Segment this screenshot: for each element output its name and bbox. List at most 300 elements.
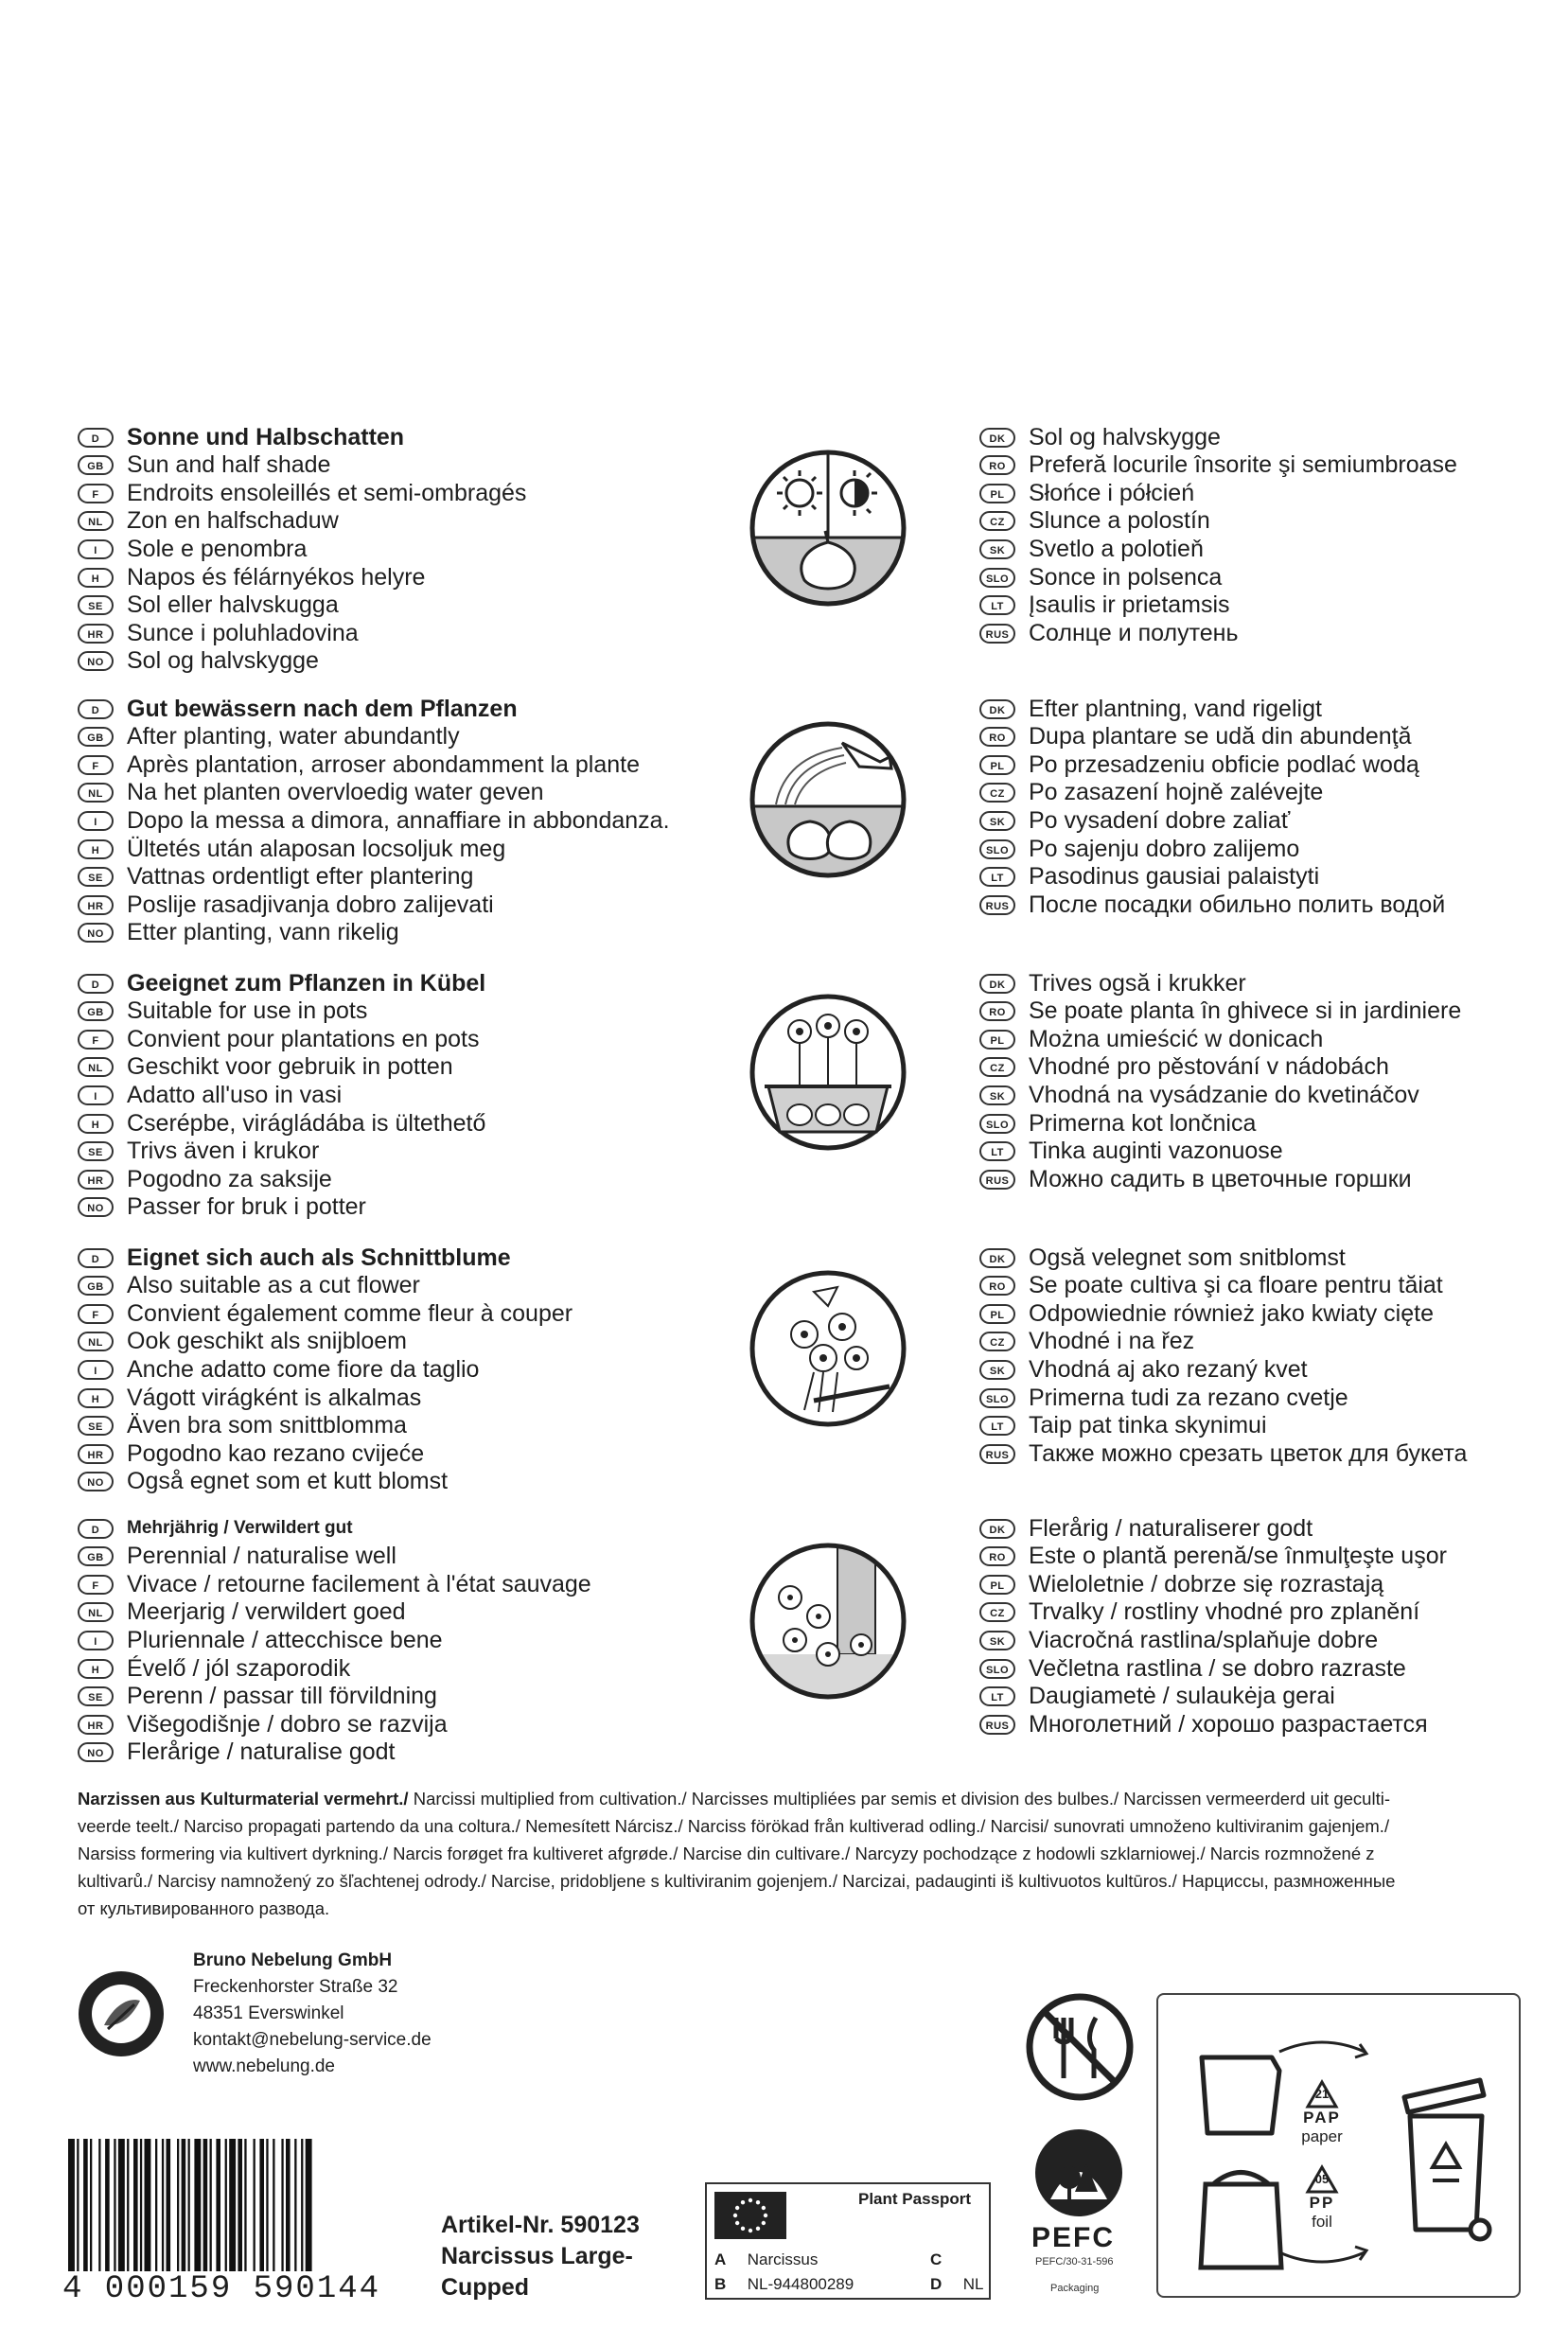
left-row	[78, 863, 473, 891]
language-code-badge: SE	[78, 595, 114, 615]
recycling-bin-icon	[1395, 2069, 1501, 2249]
left-row	[78, 891, 494, 919]
language-code-badge: NO	[78, 1472, 114, 1491]
note-bold: Narzissen aus Kulturmaterial vermehrt./	[78, 1789, 409, 1809]
passport-row-b	[714, 2275, 854, 2294]
language-code-badge: CZ	[979, 1332, 1015, 1351]
language-code-badge: GB	[78, 1001, 114, 1021]
language-code-badge: NL	[78, 783, 114, 803]
foil-label: foil	[1312, 2213, 1332, 2231]
language-code-badge: RUS	[979, 1170, 1015, 1190]
right-row	[979, 969, 1246, 997]
barcode-bar	[225, 2139, 227, 2271]
row-text: Po sajenju dobro zalijemo	[1029, 835, 1300, 862]
row-text: Vhodné i na řez	[1029, 1328, 1195, 1355]
language-code-badge: RO	[979, 1001, 1015, 1021]
language-code-badge: LT	[979, 1141, 1015, 1161]
row-text: Vivace / retourne facilement à l'état sauvage	[127, 1570, 591, 1597]
left-row	[78, 723, 460, 751]
right-row	[979, 891, 1445, 919]
row-text: Daugiametė / sulaukėja gerai	[1029, 1683, 1335, 1710]
row-text: Tinka auginti vazonuose	[1029, 1138, 1283, 1165]
language-code-badge: PL	[979, 1304, 1015, 1324]
barcode-digits: 4 000159 590144	[62, 2271, 381, 2307]
right-row	[979, 1165, 1412, 1193]
left-row	[78, 1244, 511, 1272]
right-row	[979, 1412, 1267, 1440]
row-text: Vattnas ordentligt efter plantering	[127, 863, 474, 891]
right-row	[979, 695, 1322, 723]
row-text: Primerna kot lončnica	[1029, 1109, 1257, 1137]
row-text: Adatto all'uso in vasi	[127, 1081, 343, 1108]
row-text: Flerårige / naturalise godt	[127, 1738, 396, 1766]
language-code-badge: I	[78, 539, 114, 559]
row-text: Perennial / naturalise well	[127, 1543, 396, 1570]
eu-flag-icon	[714, 2192, 786, 2239]
passport-label-c: C	[930, 2250, 943, 2268]
left-row	[78, 1053, 453, 1082]
language-code-badge: SLO	[979, 1659, 1015, 1679]
article-name-2: Cupped	[441, 2274, 530, 2301]
cultivation-note	[78, 1785, 1497, 1922]
left-row	[78, 591, 339, 620]
language-code-badge: SK	[979, 539, 1015, 559]
right-row	[979, 997, 1461, 1026]
left-row	[78, 1570, 591, 1598]
eu-star	[762, 2221, 766, 2225]
row-text: Also suitable as a cut flower	[127, 1272, 420, 1299]
barcode-bar	[259, 2139, 264, 2271]
company-address	[193, 1948, 432, 2080]
barcode-bar	[194, 2139, 201, 2271]
barcode-bar	[254, 2139, 255, 2271]
left-row	[78, 695, 518, 723]
barcode-bar	[203, 2139, 208, 2271]
language-code-badge: DK	[979, 428, 1015, 448]
right-row	[979, 835, 1299, 863]
language-code-badge: SLO	[979, 839, 1015, 859]
language-code-badge: I	[78, 811, 114, 831]
row-text: Meerjarig / verwildert goed	[127, 1598, 406, 1626]
right-row	[979, 1384, 1348, 1412]
right-row	[979, 723, 1412, 751]
language-code-badge: LT	[979, 1416, 1015, 1436]
language-code-badge: RO	[979, 727, 1015, 747]
company-web: www.nebelung.de	[193, 2056, 335, 2076]
row-text: Cserépbe, virágládába is ültethető	[127, 1109, 486, 1137]
row-text: Sunce i poluhladovina	[127, 619, 359, 646]
language-code-badge: NL	[78, 1057, 114, 1077]
language-code-badge: DK	[979, 699, 1015, 719]
eu-star	[764, 2214, 767, 2217]
left-row	[78, 619, 359, 647]
company-city: 48351 Everswinkel	[193, 2003, 344, 2023]
left-row	[78, 997, 367, 1026]
left-row	[78, 1328, 407, 1356]
language-code-badge: HR	[78, 624, 114, 644]
row-text: Mehrjährig / Verwildert gut	[127, 1518, 353, 1538]
sustainable-supplier-logo	[76, 1968, 167, 2059]
row-text: Vágott virágként is alkalmas	[127, 1384, 422, 1411]
barcode-bar	[182, 2139, 186, 2271]
row-text: Perenn / passar till förvildning	[127, 1683, 437, 1710]
row-text: Primerna tudi za rezano cvetje	[1029, 1384, 1348, 1411]
right-row	[979, 1683, 1335, 1711]
barcode-bar	[105, 2139, 110, 2271]
language-code-badge: SK	[979, 811, 1015, 831]
row-text: Convient également comme fleur à couper	[127, 1299, 573, 1327]
right-row	[979, 619, 1238, 647]
barcode-bar	[133, 2139, 138, 2271]
left-row	[78, 535, 307, 563]
language-code-badge: DK	[979, 1248, 1015, 1268]
left-row	[78, 1439, 424, 1468]
language-code-badge: LT	[979, 595, 1015, 615]
language-code-badge: H	[78, 1114, 114, 1134]
right-row	[979, 779, 1323, 807]
row-text: Na het planten overvloedig water geven	[127, 779, 544, 806]
row-text: Wieloletnie / dobrze się rozrastają	[1029, 1570, 1384, 1597]
row-text: Sol og halvskygge	[127, 647, 319, 675]
right-row	[979, 1138, 1283, 1166]
row-text: Trvalky / rostliny vhodné pro zplanění	[1029, 1598, 1420, 1626]
barcode-bar	[98, 2139, 100, 2271]
language-code-badge: SE	[78, 867, 114, 887]
row-text: Sole e penombra	[127, 535, 308, 562]
right-row	[979, 750, 1419, 779]
row-text: Po vysadení dobre zaliať	[1029, 806, 1291, 834]
language-code-badge: SLO	[979, 568, 1015, 588]
right-row	[979, 423, 1221, 451]
right-row	[979, 1626, 1378, 1654]
left-row	[78, 1355, 479, 1384]
row-text: Slunce a polostín	[1029, 507, 1210, 535]
language-code-badge: CZ	[979, 783, 1015, 803]
barcode-bar	[83, 2139, 88, 2271]
barcode-bar	[286, 2139, 291, 2271]
perennial-naturalise-icon	[748, 1541, 908, 1702]
sustainable-supplier-text: SUSTAINABLE SUPPLIER	[95, 1967, 177, 1973]
left-row	[78, 451, 330, 480]
row-text: Se poate planta în ghivece si in jardiniere	[1029, 997, 1462, 1025]
left-row	[78, 1626, 443, 1654]
cut-flower-icon	[748, 1268, 908, 1429]
language-code-badge: PL	[979, 484, 1015, 503]
row-text: Geeignet zum Pflanzen in Kübel	[127, 969, 486, 997]
language-code-badge: RUS	[979, 895, 1015, 915]
barcode-bar	[238, 2139, 242, 2271]
right-row	[979, 507, 1210, 536]
language-code-badge: HR	[78, 1444, 114, 1464]
row-text: Pluriennale / attecchisce bene	[127, 1626, 443, 1653]
article-name-1: Narcissus Large-	[441, 2243, 633, 2269]
paper-label: paper	[1301, 2127, 1343, 2145]
left-row	[78, 806, 670, 835]
language-code-badge: SK	[979, 1631, 1015, 1650]
barcode-bar	[229, 2139, 236, 2271]
language-code-badge: PL	[979, 1575, 1015, 1595]
left-row	[78, 507, 339, 536]
barcode-bar	[68, 2139, 75, 2271]
row-text: Efter plantning, vand rigeligt	[1029, 695, 1322, 722]
eu-star	[756, 2227, 760, 2231]
language-code-badge: SLO	[979, 1388, 1015, 1408]
eu-star	[741, 2200, 745, 2204]
eu-star	[749, 2229, 752, 2232]
row-text: Večletna rastlina / se dobro razraste	[1029, 1654, 1406, 1682]
right-row	[979, 479, 1194, 507]
language-code-badge: GB	[78, 1546, 114, 1566]
row-text: Svetlo a polotieň	[1029, 535, 1204, 562]
right-row	[979, 1272, 1443, 1300]
passport-row-d	[930, 2275, 983, 2294]
paper-number: 21	[1314, 2087, 1330, 2101]
barcode-bar	[114, 2139, 115, 2271]
row-text: Poslije rasadjivanja dobro zalijevati	[127, 891, 494, 918]
row-text: После посадки обильно полить водой	[1029, 891, 1446, 918]
language-code-badge: RO	[979, 455, 1015, 475]
language-code-badge: NL	[78, 1332, 114, 1351]
row-text: Dupa plantare se udă din abundenţă	[1029, 723, 1412, 750]
barcode-bar	[266, 2139, 268, 2271]
passport-value-b: NL-944800289	[747, 2275, 854, 2293]
pefc-packaging: Packaging	[1050, 2283, 1100, 2294]
row-text: Preferă locurile însorite şi semiumbroase	[1029, 451, 1457, 479]
language-code-badge: NL	[78, 511, 114, 531]
row-text: Odpowiednie również jako kwiaty cięte	[1029, 1299, 1434, 1327]
barcode-bar	[177, 2139, 179, 2271]
note-line5: от культивированного развода.	[78, 1898, 330, 1918]
language-code-badge: PL	[979, 755, 1015, 775]
row-text: Se poate cultiva şi ca floare pentru tăiat	[1029, 1272, 1443, 1299]
row-text: Geschikt voor gebruik in potten	[127, 1053, 453, 1081]
row-text: Sol eller halvskugga	[127, 591, 339, 619]
row-text: Viacročná rastlina/splaňuje dobre	[1029, 1626, 1379, 1653]
barcode-bar	[301, 2139, 303, 2271]
right-row	[979, 863, 1319, 891]
left-row	[78, 1514, 353, 1543]
language-code-badge: RUS	[979, 1444, 1015, 1464]
row-text: Este o plantă perenă/se înmulţeşte uşor	[1029, 1543, 1447, 1570]
language-code-badge: LT	[979, 1686, 1015, 1706]
language-code-badge: SE	[78, 1141, 114, 1161]
right-row	[979, 1355, 1308, 1384]
language-code-badge: H	[78, 1659, 114, 1679]
language-code-badge: H	[78, 1388, 114, 1408]
row-text: Eignet sich auch als Schnittblume	[127, 1244, 511, 1271]
language-code-badge: NO	[78, 923, 114, 943]
left-row	[78, 1081, 342, 1109]
left-row	[78, 1384, 421, 1412]
language-code-badge: F	[78, 484, 114, 503]
not-food-safe-icon	[1024, 1991, 1136, 2103]
company-email: kontakt@nebelung-service.de	[193, 2030, 432, 2050]
recycling-info	[1156, 1993, 1521, 2298]
row-text: Sol og halvskygge	[1029, 423, 1221, 450]
language-code-badge: F	[78, 1575, 114, 1595]
left-row	[78, 1543, 396, 1571]
left-row	[78, 969, 485, 997]
left-row	[78, 647, 319, 676]
right-row	[979, 1299, 1434, 1328]
left-row	[78, 1654, 350, 1683]
plant-passport-title: Plant Passport	[858, 2190, 972, 2208]
language-code-badge: I	[78, 1631, 114, 1650]
right-row	[979, 535, 1204, 563]
language-code-badge: NO	[78, 1742, 114, 1762]
row-text: Višegodišnje / dobro se razvija	[127, 1710, 448, 1738]
right-row	[979, 1598, 1419, 1627]
right-row	[979, 1514, 1313, 1543]
row-text: Évelő / jól szaporodik	[127, 1654, 351, 1682]
barcode-bar	[244, 2139, 246, 2271]
row-text: Suitable for use in pots	[127, 997, 368, 1025]
row-text: Après plantation, arroser abondamment la plante	[127, 750, 640, 778]
row-text: Sonne und Halbschatten	[127, 423, 405, 450]
row-text: Flerårig / naturaliserer godt	[1029, 1514, 1313, 1542]
pefc-logo-icon	[1031, 2126, 1126, 2220]
language-code-badge: RO	[979, 1276, 1015, 1296]
row-text: Sonce in polsenca	[1029, 563, 1223, 591]
right-row	[979, 1244, 1346, 1272]
note-line1: Narcissi multiplied from cultivation./ Narcisses multipliées par semis et division des bulbes./ Narcissen vermeerderd uit geculti-	[408, 1789, 1390, 1809]
barcode-bar	[127, 2139, 129, 2271]
article-number: Artikel-Nr. 590123	[441, 2212, 640, 2238]
barcode-bar	[77, 2139, 79, 2271]
barcode-bar	[118, 2139, 125, 2271]
passport-row-a	[714, 2250, 818, 2269]
passport-value-a: Narcissus	[747, 2250, 819, 2268]
language-code-badge: DK	[979, 1519, 1015, 1539]
left-row	[78, 1683, 437, 1711]
row-text: Trivs även i krukor	[127, 1138, 320, 1165]
left-row	[78, 1412, 407, 1440]
language-code-badge: D	[78, 974, 114, 994]
barcode-bar	[145, 2139, 151, 2271]
barcode-bar	[273, 2139, 274, 2271]
row-text: Även bra som snittblomma	[127, 1412, 407, 1439]
row-text: Многолетний / хорошо разрастается	[1029, 1710, 1428, 1738]
foil-number: 05	[1314, 2172, 1330, 2186]
right-row	[979, 1081, 1419, 1109]
passport-label-a: A	[714, 2250, 727, 2268]
language-code-badge: F	[78, 1030, 114, 1050]
row-text: Pasodinus gausiai palaistyti	[1029, 863, 1320, 891]
row-text: Pogodno kao rezano cvijeće	[127, 1439, 425, 1467]
row-text: Etter planting, vann rikelig	[127, 919, 399, 946]
passport-label-d: D	[930, 2275, 943, 2293]
language-code-badge: I	[78, 1085, 114, 1105]
eu-star	[756, 2200, 760, 2204]
language-code-badge: SK	[979, 1085, 1015, 1105]
row-text: Ültetés után alaposan locsoljuk meg	[127, 835, 506, 862]
row-text: Vhodná na vysádzanie do kvetináčov	[1029, 1081, 1419, 1108]
language-code-badge: D	[78, 1519, 114, 1539]
row-text: Vhodné pro pěstování v nádobách	[1029, 1053, 1389, 1081]
left-row	[78, 835, 505, 863]
left-row	[78, 1738, 395, 1767]
note-line4: kultivarů./ Narcisy namnožený zo šľachtenej odrody./ Narcise, pridobljene s kultiviranim gojenjem./ Narcizai, padauginti iš kultivuotos kultūros./ Нарциссы, размноженные	[78, 1871, 1396, 1891]
row-text: Sun and half shade	[127, 451, 331, 479]
language-code-badge: SE	[78, 1416, 114, 1436]
eu-star	[749, 2198, 752, 2202]
language-code-badge: F	[78, 1304, 114, 1324]
row-text: Można umieścić w donicach	[1029, 1025, 1324, 1052]
row-text: Passer for bruk i potter	[127, 1193, 366, 1221]
left-row	[78, 1109, 485, 1138]
row-text: Zon en halfschaduw	[127, 507, 339, 535]
right-row	[979, 1543, 1447, 1571]
row-text: Taip pat tinka skynimui	[1029, 1412, 1267, 1439]
eu-star	[762, 2206, 766, 2210]
eu-star	[735, 2221, 739, 2225]
language-code-badge: F	[78, 755, 114, 775]
left-row	[78, 1193, 366, 1222]
barcode-bar	[167, 2139, 171, 2271]
right-row	[979, 1570, 1383, 1598]
right-row	[979, 1654, 1406, 1683]
row-text: Pogodno za saksije	[127, 1165, 332, 1192]
right-row	[979, 1439, 1467, 1468]
row-text: Trives ogsă i krukker	[1029, 969, 1246, 997]
right-row	[979, 1328, 1194, 1356]
row-text: Anche adatto come fiore da taglio	[127, 1355, 480, 1383]
row-text: Endroits ensoleillés et semi-ombragés	[127, 479, 527, 506]
language-code-badge: CZ	[979, 1057, 1015, 1077]
eu-star	[735, 2206, 739, 2210]
pefc-code: PEFC/30-31-596	[1035, 2256, 1114, 2268]
language-code-badge: RUS	[979, 624, 1015, 644]
right-row	[979, 1710, 1428, 1738]
barcode-bar	[188, 2139, 190, 2271]
left-row	[78, 779, 544, 807]
language-code-badge: D	[78, 428, 114, 448]
left-row	[78, 919, 399, 947]
left-row	[78, 1299, 573, 1328]
barcode-bar	[210, 2139, 212, 2271]
row-text: Įsaulis ir prietamsis	[1029, 591, 1230, 619]
language-code-badge: RO	[979, 1546, 1015, 1566]
language-code-badge: CZ	[979, 1602, 1015, 1622]
row-text: Ook geschikt als snijbloem	[127, 1328, 407, 1355]
language-code-badge: H	[78, 568, 114, 588]
right-row	[979, 591, 1230, 620]
barcode-bar	[281, 2139, 283, 2271]
row-text: Также можно срезать цветок для букета	[1029, 1439, 1468, 1467]
row-text: Vhodná aj ako rezaný kvet	[1029, 1355, 1308, 1383]
left-row	[78, 1272, 420, 1300]
right-row	[979, 451, 1457, 480]
left-row	[78, 1025, 479, 1053]
row-text: Słońce i półcień	[1029, 479, 1195, 506]
barcode-bar	[90, 2139, 92, 2271]
left-row	[78, 479, 526, 507]
right-row	[979, 1053, 1389, 1082]
passport-value-d: NL	[962, 2275, 984, 2293]
eu-star	[741, 2227, 745, 2231]
language-code-badge: D	[78, 1248, 114, 1268]
plant-passport	[705, 2182, 991, 2300]
sun-half-shade-icon	[748, 448, 908, 609]
left-row	[78, 750, 640, 779]
left-row	[78, 563, 425, 591]
language-code-badge: NL	[78, 1602, 114, 1622]
row-text: Ogsă velegnet som snitblomst	[1029, 1244, 1346, 1271]
barcode-bar	[162, 2139, 164, 2271]
barcode-bar	[306, 2139, 312, 2271]
flower-pot-icon	[748, 992, 908, 1153]
left-row	[78, 423, 404, 451]
